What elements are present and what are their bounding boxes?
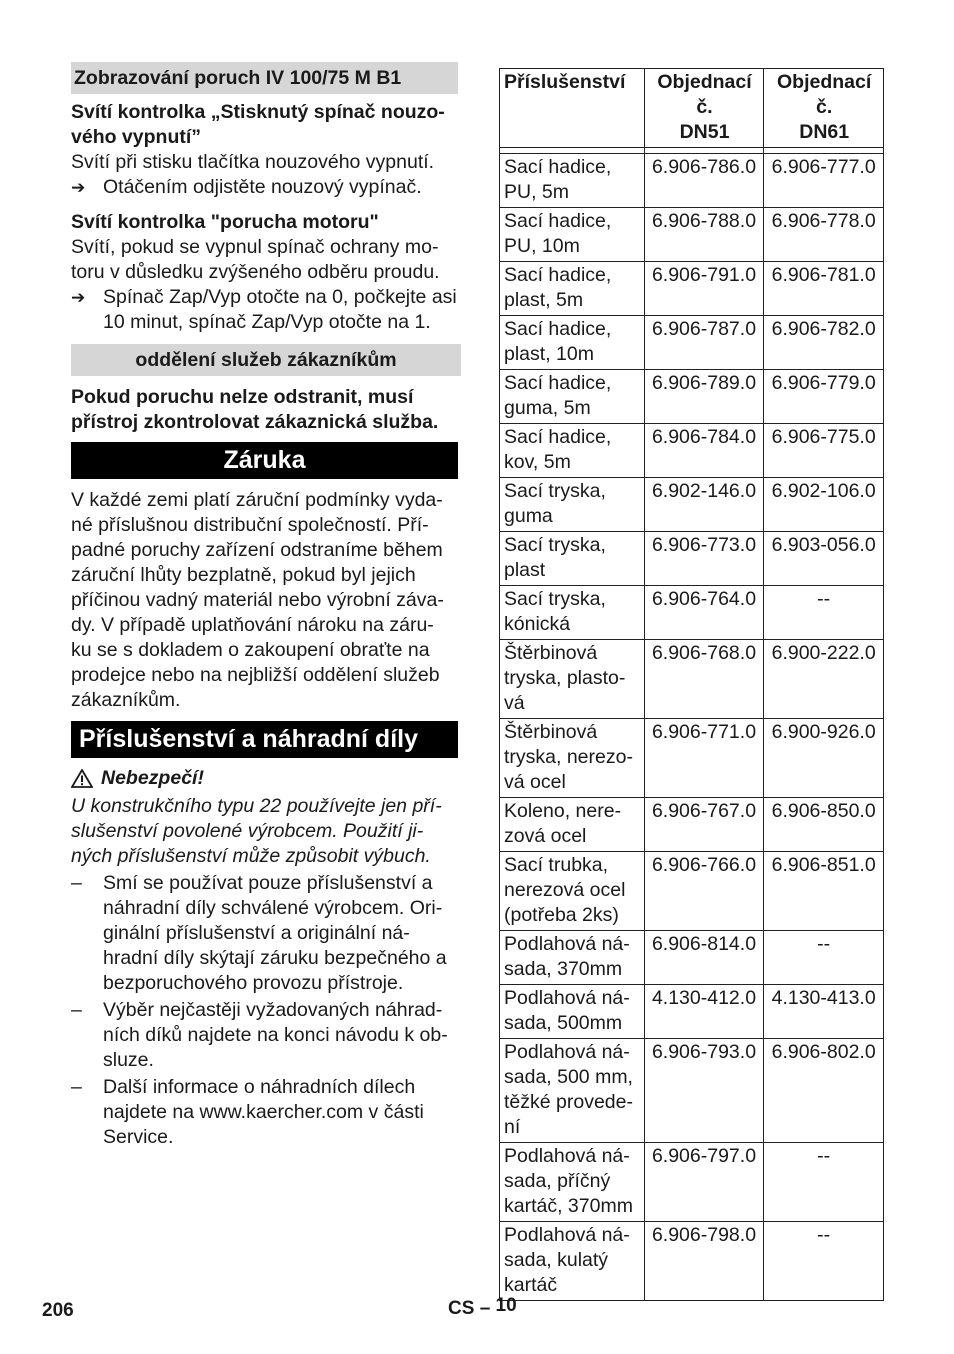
page-section-label xyxy=(448,1296,517,1321)
bullet-text-line: sluze. xyxy=(103,1049,154,1071)
accessory-name-line: Sací tryska, xyxy=(504,480,606,502)
order-number-dn51-cell: 6.906-764.0 xyxy=(644,586,764,640)
accessory-name-line: Koleno, nere- xyxy=(504,800,622,822)
order-number-dn51-cell: 6.906-784.0 xyxy=(644,424,764,478)
fault1-title-line2: vého vypnutí” xyxy=(71,126,202,148)
footer-dash: – xyxy=(479,1298,491,1319)
order-number-dn61-cell: -- xyxy=(764,586,884,640)
warranty-text-line: dy. V případě uplatňování nároku na záru- xyxy=(71,614,434,636)
column-header-line: Příslušenství xyxy=(504,71,626,93)
accessory-name-line: Podlahová ná- xyxy=(504,1224,630,1246)
service-note xyxy=(71,385,461,435)
accessory-name-line: tryska, nerezo- xyxy=(504,746,633,768)
fault1-title xyxy=(71,100,461,150)
order-number-dn61-cell: 6.906-781.0 xyxy=(764,262,884,316)
accessory-name-line: Podlahová ná- xyxy=(504,933,630,955)
bullet-text-line: Service. xyxy=(103,1126,174,1148)
column-header-accessory xyxy=(500,69,645,148)
order-number-dn61-cell: 4.130-413.0 xyxy=(764,985,884,1039)
table-row xyxy=(500,985,884,1039)
danger-note-title xyxy=(71,766,461,791)
order-number-dn51-cell: 6.906-768.0 xyxy=(644,640,764,719)
table-row xyxy=(500,1039,884,1143)
warranty-text-line: prodejce nebo na nejbližší oddělení služeb xyxy=(71,664,440,686)
accessories-heading: Příslušenství a náhradní díly xyxy=(71,721,458,758)
accessories-table-wrapper xyxy=(499,68,884,1301)
order-number-dn61-cell: -- xyxy=(764,1222,884,1301)
accessory-name-cell xyxy=(500,719,645,798)
accessory-name-line: tryska, plasto- xyxy=(504,667,626,689)
order-number-dn51-cell: 6.906-773.0 xyxy=(644,532,764,586)
table-row xyxy=(500,478,884,532)
accessory-name-line: Podlahová ná- xyxy=(504,1041,630,1063)
order-number-dn61-cell: 6.906-777.0 xyxy=(764,154,884,208)
column-header-line: č. xyxy=(816,96,833,118)
accessory-name-line: Podlahová ná- xyxy=(504,987,630,1009)
bullet-item xyxy=(71,871,461,996)
table-row xyxy=(500,586,884,640)
accessory-name-line: guma, 5m xyxy=(504,397,591,419)
accessory-name-line: Sací hadice, xyxy=(504,156,612,178)
accessory-name-line: Štěrbinová xyxy=(504,642,598,664)
accessory-name-line: kartáč, 370mm xyxy=(504,1195,633,1217)
bullet-item xyxy=(71,1075,461,1150)
bullet-dash: – xyxy=(71,872,82,894)
accessory-name-line: Sací hadice, xyxy=(504,210,612,232)
accessory-name-cell xyxy=(500,532,645,586)
arrow-right-icon: ➔ xyxy=(71,288,86,307)
accessory-name-line: Sací trubka, xyxy=(504,854,609,876)
order-number-dn51-cell: 6.906-771.0 xyxy=(644,719,764,798)
order-number-dn61-cell: -- xyxy=(764,931,884,985)
warranty-text-line: zákazníkům. xyxy=(71,689,181,711)
accessory-name-cell xyxy=(500,931,645,985)
accessory-name-line: kónická xyxy=(504,613,571,635)
language-code: CS xyxy=(448,1298,475,1319)
order-number-dn51-cell: 6.906-791.0 xyxy=(644,262,764,316)
table-row xyxy=(500,154,884,208)
table-row xyxy=(500,370,884,424)
accessory-name-line: Sací tryska, xyxy=(504,534,606,556)
fault2-action-line2: 10 minut, spínač Zap/Vyp otočte na 1. xyxy=(103,311,431,333)
table-row xyxy=(500,424,884,478)
accessory-name-cell xyxy=(500,852,645,931)
accessory-name-line: Štěrbinová xyxy=(504,721,598,743)
column-header-dn51 xyxy=(644,69,764,148)
order-number-dn51-cell: 4.130-412.0 xyxy=(644,985,764,1039)
column-header-line: DN51 xyxy=(679,121,730,143)
accessory-name-line: Sací hadice, xyxy=(504,264,612,286)
warning-triangle-icon xyxy=(71,769,93,788)
accessory-name-line: plast, 10m xyxy=(504,343,594,365)
fault2-text-line2: toru v důsledku zvýšeného odběru proudu. xyxy=(71,261,440,283)
order-number-dn51-cell: 6.906-814.0 xyxy=(644,931,764,985)
fault2-text-line1: Svítí, pokud se vypnul spínač ochrany mo- xyxy=(71,236,439,258)
accessory-name-line: Podlahová ná- xyxy=(504,1145,630,1167)
warranty-text-line: padné poruchy zařízení odstraníme během xyxy=(71,539,443,561)
accessory-name-cell xyxy=(500,1222,645,1301)
left-column xyxy=(71,62,461,1150)
section-title-troubleshooting: Zobrazování poruch IV 100/75 M B1 xyxy=(71,62,458,94)
order-number-dn61-cell: 6.900-926.0 xyxy=(764,719,884,798)
bullet-text-line: Další informace o náhradních dílech xyxy=(103,1076,416,1098)
accessory-name-line: kartáč xyxy=(504,1274,558,1296)
order-number-dn51-cell: 6.906-798.0 xyxy=(644,1222,764,1301)
accessory-name-cell xyxy=(500,640,645,719)
bullet-text xyxy=(103,871,447,996)
table-row xyxy=(500,262,884,316)
accessory-name-line: sada, kulatý xyxy=(504,1249,609,1271)
accessory-name-line: PU, 5m xyxy=(504,181,570,203)
accessory-name-line: sada, 500mm xyxy=(504,1012,623,1034)
accessory-name-line: sada, příčný xyxy=(504,1170,611,1192)
order-number-dn61-cell: 6.906-850.0 xyxy=(764,798,884,852)
fault2-action-line1: Spínač Zap/Vyp otočte na 0, počkejte asi xyxy=(103,286,457,308)
accessory-name-line: (potřeba 2ks) xyxy=(504,904,619,926)
order-number-dn51-cell: 6.906-767.0 xyxy=(644,798,764,852)
accessory-name-cell xyxy=(500,985,645,1039)
page-number: 206 xyxy=(42,1300,74,1321)
bullet-text xyxy=(103,1075,424,1150)
accessory-name-cell xyxy=(500,1143,645,1222)
danger-text xyxy=(71,794,461,869)
table-row xyxy=(500,640,884,719)
bullet-dash: – xyxy=(71,999,82,1021)
column-header-line: DN61 xyxy=(799,121,850,143)
service-note-line1: Pokud poruchu nelze odstranit, musí xyxy=(71,386,414,408)
accessory-name-line: Sací hadice, xyxy=(504,426,612,448)
fault2-title: Svítí kontrolka "porucha motoru" xyxy=(71,211,379,233)
bullet-text-line: náhradní díly schválené výrobcem. Ori- xyxy=(103,897,443,919)
table-row xyxy=(500,1222,884,1301)
table-row xyxy=(500,316,884,370)
accessory-name-cell xyxy=(500,586,645,640)
order-number-dn61-cell: 6.906-775.0 xyxy=(764,424,884,478)
danger-text-line: slušenství povolené výrobcem. Použití ji- xyxy=(71,820,424,842)
table-row xyxy=(500,532,884,586)
column-header-line: č. xyxy=(696,96,713,118)
accessory-name-line: nerezová ocel xyxy=(504,879,626,901)
order-number-dn61-cell: 6.900-222.0 xyxy=(764,640,884,719)
table-header-row xyxy=(500,69,884,148)
warranty-text-line: záruční lhůty bezplatně, pokud byl jejich xyxy=(71,564,416,586)
accessory-name-line: sada, 370mm xyxy=(504,958,623,980)
order-number-dn61-cell: 6.903-056.0 xyxy=(764,532,884,586)
accessory-name-cell xyxy=(500,478,645,532)
fault1-action xyxy=(71,175,461,200)
column-header-line: Objednací xyxy=(777,71,872,93)
bullet-text xyxy=(103,998,448,1073)
accessory-name-line: PU, 10m xyxy=(504,235,580,257)
order-number-dn51-cell: 6.906-786.0 xyxy=(644,154,764,208)
accessory-name-cell xyxy=(500,316,645,370)
order-number-dn61-cell: 6.906-802.0 xyxy=(764,1039,884,1143)
warranty-text-line: né příslušnou distribuční společností. Pří- xyxy=(71,514,429,536)
table-row xyxy=(500,798,884,852)
bullet-text-line: Výběr nejčastěji vyžadovaných náhrad- xyxy=(103,999,443,1021)
order-number-dn61-cell: -- xyxy=(764,1143,884,1222)
accessories-table xyxy=(499,68,884,1301)
accessory-name-line: guma xyxy=(504,505,553,527)
order-number-dn61-cell: 6.906-851.0 xyxy=(764,852,884,931)
accessory-name-cell xyxy=(500,424,645,478)
accessory-name-cell xyxy=(500,1039,645,1143)
accessory-name-line: Sací hadice, xyxy=(504,318,612,340)
warranty-text-line: příčinou vadný materiál nebo výrobní záva- xyxy=(71,589,444,611)
arrow-right-icon: ➔ xyxy=(71,178,86,197)
order-number-dn61-cell: 6.906-779.0 xyxy=(764,370,884,424)
accessory-name-cell xyxy=(500,798,645,852)
order-number-dn51-cell: 6.902-146.0 xyxy=(644,478,764,532)
table-row xyxy=(500,852,884,931)
accessory-bullets xyxy=(71,871,461,1150)
bullet-item xyxy=(71,998,461,1073)
bullet-text-line: najdete na www.kaercher.com v části xyxy=(103,1101,424,1123)
accessory-name-line: Sací tryska, xyxy=(504,588,606,610)
bullet-text-line: ních díků najdete na konci návodu k ob- xyxy=(103,1024,448,1046)
danger-text-line: U konstrukčního typu 22 používejte jen pří- xyxy=(71,795,442,817)
fault1-action-text: Otáčením odjistěte nouzový vypínač. xyxy=(103,176,422,198)
fault2-text xyxy=(71,235,461,285)
table-body xyxy=(500,154,884,1301)
accessory-name-line: sada, 500 mm, xyxy=(504,1066,633,1088)
table-row xyxy=(500,1143,884,1222)
warranty-text-line: ku se s dokladem o zakoupení obraťte na xyxy=(71,639,430,661)
warranty-text xyxy=(71,488,461,713)
bullet-text-line: hradní díly skýtají záruku bezpečného a xyxy=(103,947,447,969)
accessory-name-line: plast xyxy=(504,559,546,581)
bullet-text-line: bezporuchového provozu přístroje. xyxy=(103,972,404,994)
table-row xyxy=(500,931,884,985)
fault1-title-line1: Svítí kontrolka „Stisknutý spínač nouzo- xyxy=(71,101,445,123)
accessory-name-cell xyxy=(500,154,645,208)
column-header-dn61 xyxy=(764,69,884,148)
danger-text-line: ných příslušenství může způsobit výbuch. xyxy=(71,845,431,867)
accessory-name-cell xyxy=(500,370,645,424)
accessory-name-line: vá ocel xyxy=(504,771,566,793)
order-number-dn51-cell: 6.906-787.0 xyxy=(644,316,764,370)
bullet-dash: – xyxy=(71,1076,82,1098)
order-number-dn51-cell: 6.906-788.0 xyxy=(644,208,764,262)
order-number-dn61-cell: 6.902-106.0 xyxy=(764,478,884,532)
accessory-name-line: kov, 5m xyxy=(504,451,571,473)
warranty-heading: Záruka xyxy=(71,442,458,479)
order-number-dn51-cell: 6.906-766.0 xyxy=(644,852,764,931)
column-header-line: Objednací xyxy=(657,71,752,93)
sub-page-number: 10 xyxy=(495,1295,517,1316)
order-number-dn51-cell: 6.906-793.0 xyxy=(644,1039,764,1143)
accessory-name-line: zová ocel xyxy=(504,825,587,847)
table-row xyxy=(500,719,884,798)
accessory-name-line: těžké provede- xyxy=(504,1091,633,1113)
bullet-text-line: ginální příslušenství a originální ná- xyxy=(103,922,410,944)
bullet-text-line: Smí se používat pouze příslušenství a xyxy=(103,872,433,894)
service-note-line2: přístroj zkontrolovat zákaznická služba. xyxy=(71,411,439,433)
warranty-text-line: V každé zemi platí záruční podmínky vyda- xyxy=(71,489,443,511)
order-number-dn51-cell: 6.906-797.0 xyxy=(644,1143,764,1222)
table-row xyxy=(500,208,884,262)
order-number-dn61-cell: 6.906-778.0 xyxy=(764,208,884,262)
section-title-customer-service: oddělení služeb zákazníkům xyxy=(71,344,461,376)
accessory-name-line: vá xyxy=(504,692,525,714)
fault1-text: Svítí při stisku tlačítka nouzového vypnutí. xyxy=(71,151,435,173)
accessory-name-cell xyxy=(500,208,645,262)
fault2-action xyxy=(71,285,461,335)
accessory-name-line: ní xyxy=(504,1116,521,1138)
order-number-dn51-cell: 6.906-789.0 xyxy=(644,370,764,424)
order-number-dn61-cell: 6.906-782.0 xyxy=(764,316,884,370)
accessory-name-cell xyxy=(500,262,645,316)
danger-label: Nebezpečí! xyxy=(101,767,204,789)
accessory-name-line: plast, 5m xyxy=(504,289,584,311)
accessory-name-line: Sací hadice, xyxy=(504,372,612,394)
